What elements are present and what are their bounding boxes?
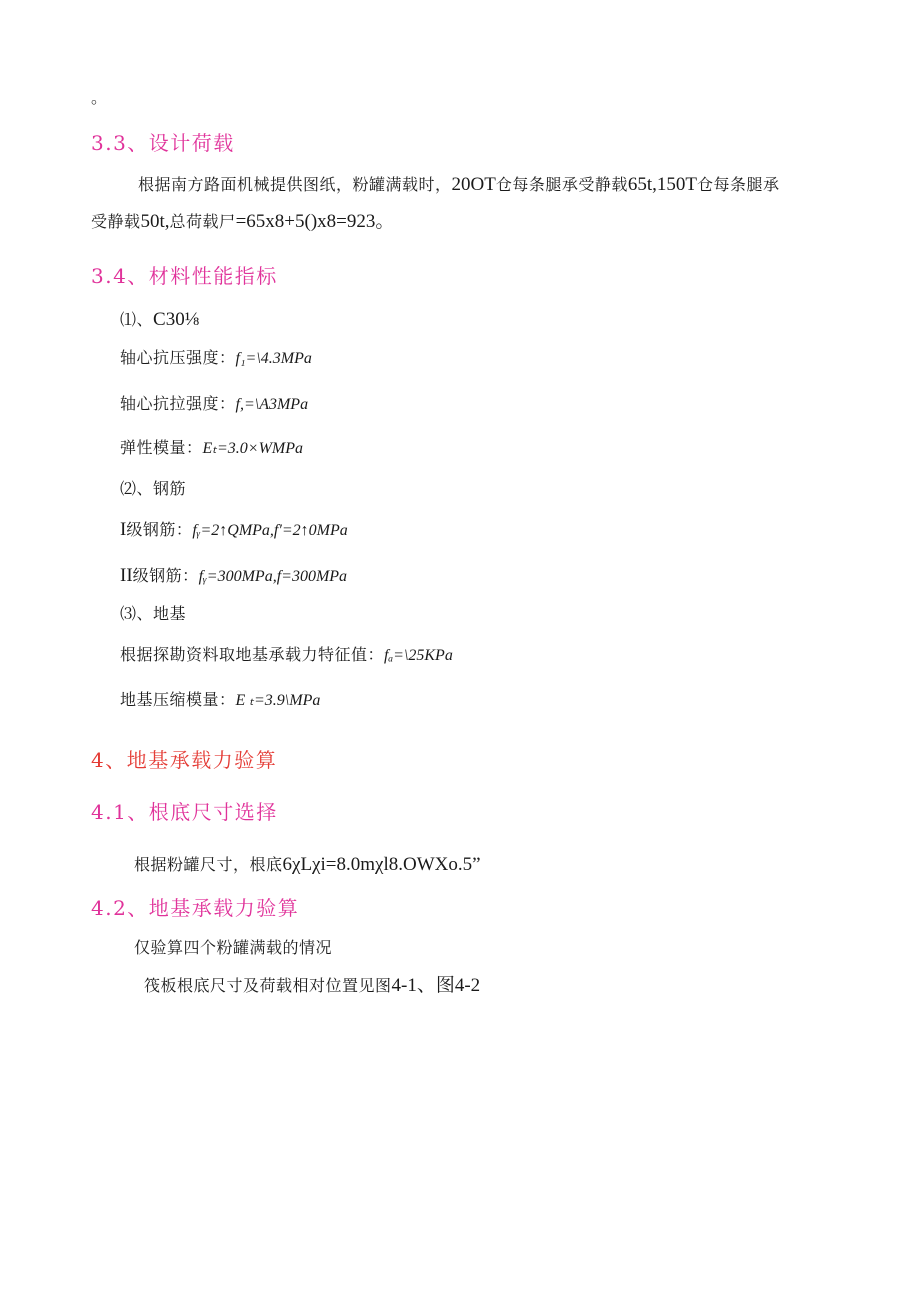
elastic-modulus-line bbox=[120, 440, 303, 457]
grade1-rebar-line bbox=[120, 520, 348, 539]
text: 总荷载尸 bbox=[169, 212, 236, 231]
text: 仓每条腿承受静载 bbox=[495, 175, 628, 194]
formula: fᵧ=2↑QMPa,f′=2↑0MPa bbox=[192, 522, 348, 539]
paragraph-4-1 bbox=[134, 855, 481, 874]
item-foundation: ⑶、地基 bbox=[120, 604, 187, 623]
number: 50t, bbox=[140, 211, 170, 232]
formula: E ₜ=3.9\MPa bbox=[235, 692, 321, 709]
stray-mark: 。 bbox=[91, 88, 108, 107]
label: 地基压缩模量： bbox=[120, 690, 236, 709]
formula: fᵧ=300MPa,f=300MPa bbox=[198, 568, 348, 585]
compression-modulus-line bbox=[120, 692, 320, 709]
dimension: 6χLχi=8.0mχl8.OWXo.5” bbox=[282, 854, 481, 875]
heading-3-4: 3.4、材料性能指标 bbox=[91, 264, 278, 288]
formula: f,=\A3MPa bbox=[235, 396, 309, 413]
formula: fₐ=\25KPa bbox=[384, 647, 453, 664]
heading-4: 4、地基承载力验算 bbox=[91, 748, 278, 772]
paragraph-4-2-line2 bbox=[144, 976, 480, 995]
label: 级钢筋： bbox=[132, 566, 199, 585]
text: 受静载 bbox=[91, 212, 141, 231]
text: 根据粉罐尺寸，根底 bbox=[134, 855, 283, 874]
label: 轴心抗拉强度： bbox=[120, 394, 236, 413]
label: 级钢筋： bbox=[126, 520, 193, 539]
heading-4-1: 4.1、根底尺寸选择 bbox=[91, 800, 278, 824]
heading-3-3: 3.3、设计荷载 bbox=[91, 131, 235, 155]
grade-roman: II bbox=[120, 565, 133, 586]
formula: Eₜ=3.0×WMPa bbox=[202, 440, 304, 457]
formula: f₁=\4.3MPa bbox=[235, 350, 312, 367]
paragraph-4-2-line1: 仅验算四个粉罐满载的情况 bbox=[134, 938, 333, 957]
number: =65x8+5()x8=923。 bbox=[235, 211, 395, 232]
item-number: ⑴、 bbox=[120, 310, 154, 329]
number: 65t,150T bbox=[627, 174, 697, 195]
text: 筏板根底尺寸及荷载相对位置见图 bbox=[144, 976, 392, 995]
concrete-grade: C30⅛ bbox=[153, 309, 199, 330]
label: 轴心抗压强度： bbox=[120, 348, 236, 367]
grade2-rebar-line bbox=[120, 566, 347, 585]
paragraph-3-3-line2 bbox=[91, 212, 394, 231]
axial-compression-line bbox=[120, 350, 312, 367]
item-rebar: ⑵、钢筋 bbox=[120, 479, 187, 498]
label: 弹性模量： bbox=[120, 438, 203, 457]
text: 仓每条腿承 bbox=[697, 175, 780, 194]
figure-reference: 4-1、图4-2 bbox=[391, 975, 481, 996]
axial-tension-line bbox=[120, 396, 308, 413]
bearing-capacity-line bbox=[120, 647, 453, 664]
item-c30 bbox=[120, 310, 199, 329]
heading-4-2: 4.2、地基承载力验算 bbox=[91, 896, 300, 920]
paragraph-3-3-line1 bbox=[138, 175, 780, 194]
text: 根据南方路面机械提供图纸，粉罐满载时， bbox=[138, 175, 452, 194]
grade-roman: I bbox=[120, 519, 127, 540]
label: 根据探勘资料取地基承载力特征值： bbox=[120, 645, 385, 664]
number: 20OT bbox=[451, 174, 496, 195]
